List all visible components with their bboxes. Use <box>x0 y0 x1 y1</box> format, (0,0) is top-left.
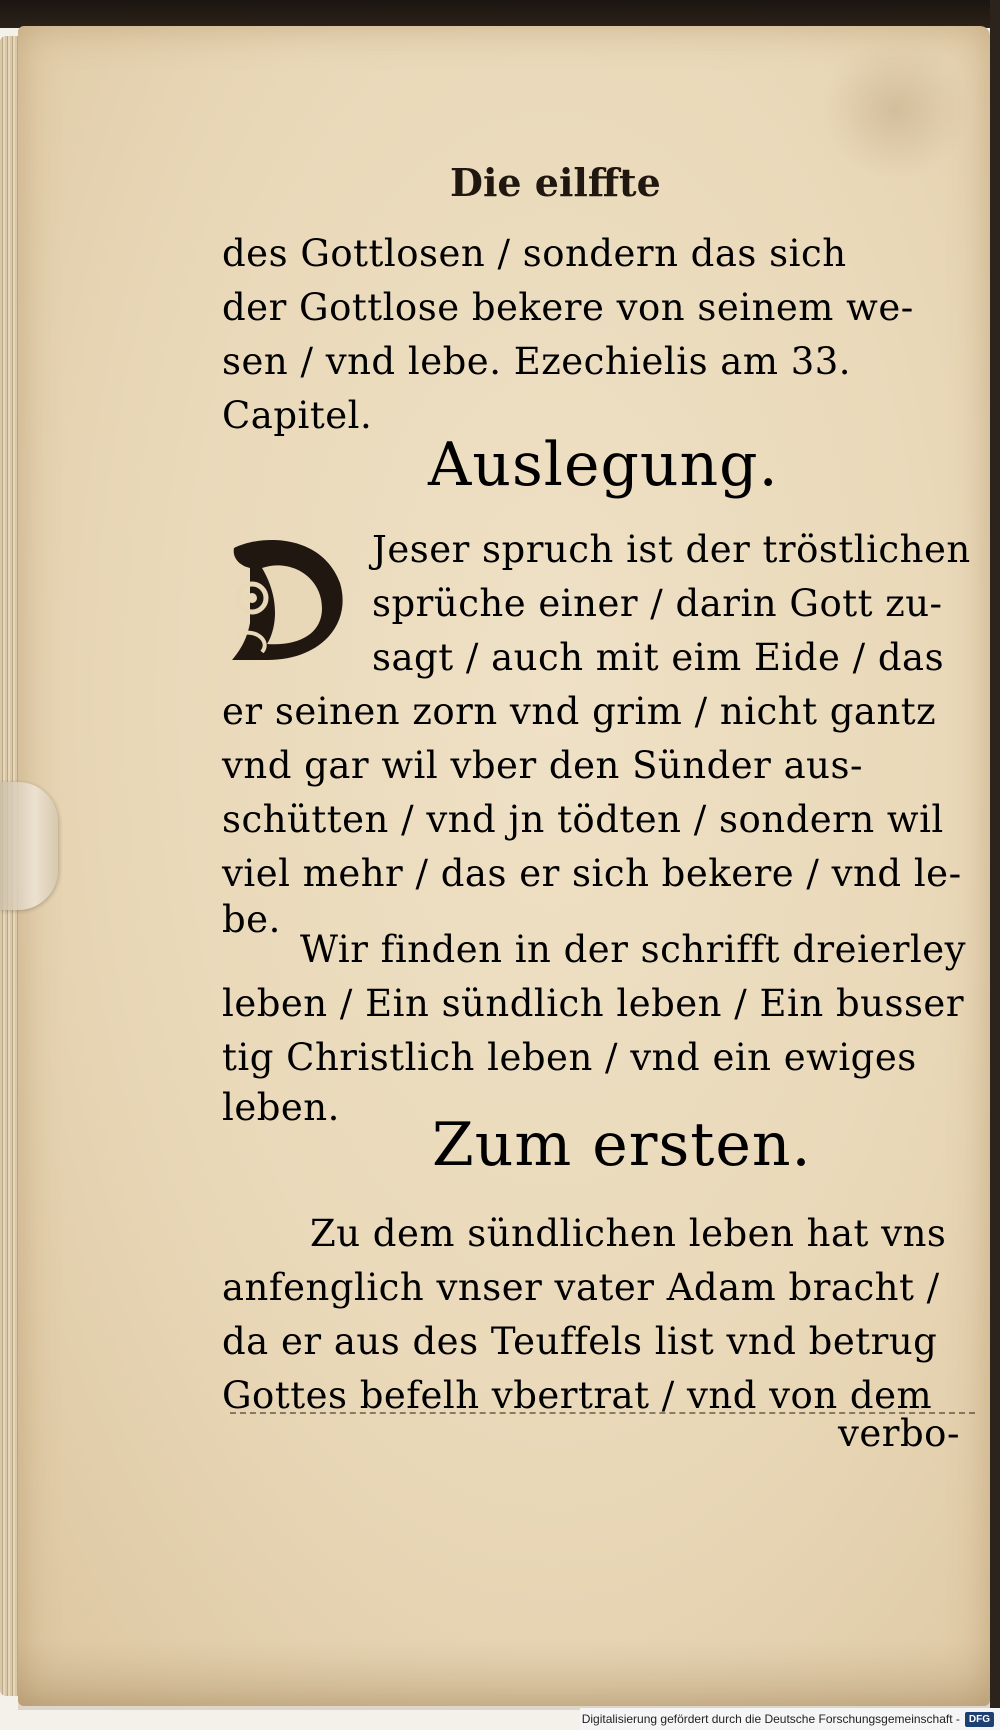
text-line: leben / Ein sündlich leben / Ein busser <box>222 982 965 1025</box>
text-line: der Gottlose bekere von seinem we- <box>222 286 914 329</box>
text-line: leben. <box>222 1086 340 1129</box>
text-line: Wir finden in der schrifft dreierley <box>300 928 967 971</box>
footer-text: Digitalisierung gefördert durch die Deutsche Forschungsgemeinschaft - <box>581 1712 960 1726</box>
text-line: da er aus des Teuffels list vnd betrug <box>222 1320 938 1363</box>
running-head: Die eilffte <box>450 160 661 205</box>
dfg-logo-icon: DFG <box>965 1712 994 1727</box>
text-line: vnd gar wil vber den Sünder aus- <box>222 744 863 787</box>
text-line: er seinen zorn vnd grim / nicht gantz <box>222 690 937 733</box>
heading-auslegung: Auslegung. <box>428 430 779 500</box>
top-dark-band <box>0 0 1000 28</box>
text-line: tig Christlich leben / vnd ein ewiges <box>222 1036 917 1079</box>
bookmark-tab <box>0 782 58 910</box>
text-line: sagt / auch mit eim Eide / das <box>372 636 945 679</box>
text-line: sprüche einer / darin Gott zu- <box>372 582 943 625</box>
text-line: Gottes befelh vbertrat / vnd von dem <box>222 1374 933 1417</box>
dfg-footer <box>580 1708 1000 1730</box>
text-line: Zu dem sündlichen leben hat vns <box>310 1212 947 1255</box>
paper-stain <box>820 40 970 180</box>
text-line: Capitel. <box>222 394 373 437</box>
right-dark-band <box>990 0 1000 1730</box>
text-line: anfenglich vnser vater Adam bracht / <box>222 1266 940 1309</box>
heading-zum-ersten: Zum ersten. <box>432 1110 812 1180</box>
page-bottom-shadow <box>18 1640 990 1710</box>
text-line: schütten / vnd jn tödten / sondern wil <box>222 798 944 841</box>
text-line: Jeser spruch ist der tröstlichen <box>372 528 971 571</box>
text-line: des Gottlosen / sondern das sich <box>222 232 847 275</box>
text-line: be. <box>222 898 281 941</box>
catchword: verbo- <box>838 1412 960 1455</box>
text-line: viel mehr / das er sich bekere / vnd le- <box>222 852 962 895</box>
text-line: sen / vnd lebe. Ezechielis am 33. <box>222 340 852 383</box>
ornamental-initial-d-icon <box>222 528 352 668</box>
